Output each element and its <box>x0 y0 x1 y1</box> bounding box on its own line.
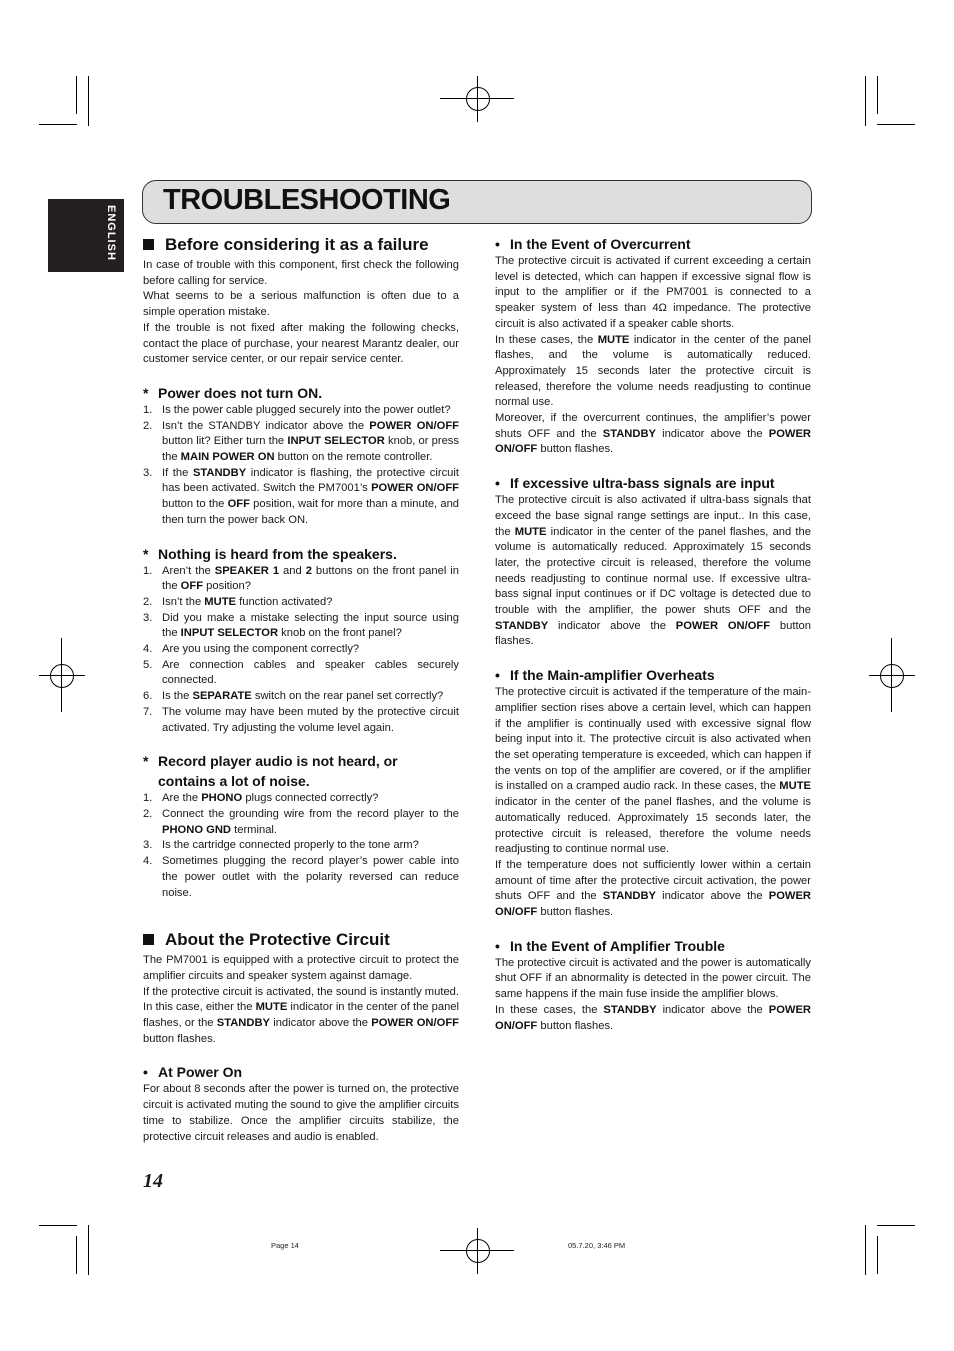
list-item: 3. Did you make a mistake selecting the input source using the INPUT SELECTOR knob on the front panel? <box>143 611 459 640</box>
paragraph: In case of trouble with this component, first check the following before calling for service. <box>143 259 459 287</box>
list-item-number: 2. <box>143 595 153 608</box>
subheading-overheats: • If the Main-amplifier Overheats <box>495 667 715 684</box>
list-item: 7. The volume may have been muted by the protective circuit activated. Try adjusting the volume level again. <box>143 705 459 734</box>
paragraph: The protective circuit is activated if current exceeding a certain level is detected, which can happen if excessive signal flow is input to the amplifier or if the PM7001 is connected to a speaker system of less than 4Ω impedance. The protective circuit is also activated if a speaker cable shorts. <box>495 255 811 330</box>
paragraph: In these cases, the STANDBY indicator above the POWER ON/OFF button flashes. <box>495 1003 811 1032</box>
right-column <box>495 234 811 1034</box>
list-item-number: 7. <box>143 705 153 718</box>
paragraph: For about 8 seconds after the power is turned on, the protective circuit is activated muting the sound to give the amplifier circuits time to stabilize. Once the amplifier circuits stabilize, the protective circuit releases and audio is enabled. <box>143 1083 459 1143</box>
language-tab <box>48 199 124 272</box>
list-item: 4. Sometimes plugging the record player’s power cable into the power outlet with the polarity reversed can reduce noise. <box>143 855 459 899</box>
language-label: ENGLISH <box>105 205 117 261</box>
list-item-number: 2. <box>143 419 153 432</box>
paragraph: The PM7001 is equipped with a protective circuit to protect the amplifier circuits and speaker system against damage. <box>143 954 459 982</box>
list-item-number: 3. <box>143 839 153 852</box>
page-number: 14 <box>143 1170 163 1192</box>
paragraph: The protective circuit is also activated if ultra-bass signals that exceed the base signal range settings are input.. In this case, the MUTE indicator in the center of the panel flashes, and the volume is automatically reduced. Approximately 15 seconds later, the protective circuit is released, therefore the volume needs readjusting to continue normal use. If excessive ultra-bass signal input continues or if DC voltage is detected due to trouble with the amplifier, the power shuts OFF and the STANDBY indicator above the POWER ON/OFF button flashes. <box>495 494 811 648</box>
square-bullet-icon <box>143 934 154 945</box>
power-list <box>143 403 459 529</box>
subheading-overcurrent: • In the Event of Overcurrent <box>495 236 691 252</box>
subheading-amplifier-trouble: • In the Event of Amplifier Trouble <box>495 937 725 954</box>
list-item: 1. Is the power cable plugged securely into the power outlet? <box>143 403 459 419</box>
list-item: 2. Isn’t the MUTE function activated? <box>143 595 459 611</box>
list-item: 4. Are you using the component correctly? <box>143 642 459 658</box>
subheading-ultra-bass: • If excessive ultra-bass signals are input <box>495 475 775 492</box>
list-item-number: 4. <box>143 643 153 656</box>
paragraph: In these cases, the MUTE indicator in the center of the panel flashes, and the volume is automatically reduced. Approximately 15 seconds later the protective circuit is released, therefore the volume needs readjusting to continue normal use. <box>495 333 811 409</box>
record-list <box>143 791 459 901</box>
subheading-record-player: * Record player audio is not heard, or contains a lot of noise. <box>143 753 398 790</box>
footer-page: Page 14 <box>271 1241 299 1250</box>
list-item: 2. Connect the grounding wire from the record player to the PHONO GND terminal. <box>143 807 459 836</box>
before-failure-text <box>143 258 459 368</box>
section-heading-protective: About the Protective Circuit <box>143 929 459 950</box>
list-item-number: 1. <box>143 403 153 416</box>
left-column <box>143 234 459 1145</box>
square-bullet-icon <box>143 239 154 250</box>
list-item: 5. Are connection cables and speaker cables securely connected. <box>143 658 459 687</box>
footer-datetime: 05.7.20, 3:46 PM <box>568 1241 626 1250</box>
list-item-number: 1. <box>143 564 153 577</box>
page-title: TROUBLESHOOTING <box>163 184 451 216</box>
list-item: 3. Is the cartridge connected properly to the tone arm? <box>143 838 459 854</box>
paragraph: Moreover, if the overcurrent continues, the amplifier’s power shuts OFF and the STANDBY indicator above the POWER ON/OFF button flashes. <box>495 412 811 456</box>
list-item-number: 1. <box>143 792 153 805</box>
list-item-number: 4. <box>143 855 153 868</box>
paragraph: If the temperature does not sufficiently lower within a certain amount of time after the protective circuit activation, the power shuts OFF and the STANDBY indicator above the POWER ON/OFF button flashes. <box>495 858 811 919</box>
subheading-at-power-on: • At Power On <box>143 1064 243 1081</box>
list-item: 2. Isn’t the STANDBY indicator above the POWER ON/OFF button lit? Either turn the INPUT SELECTOR knob, or press the MAIN POWER ON button on the remote controller. <box>143 419 459 464</box>
section-heading-before-failure: Before considering it as a failure <box>143 234 459 255</box>
list-item: 1. Aren’t the SPEAKER 1 and 2 buttons on the front panel in the OFF position? <box>143 564 459 593</box>
list-item: 6. Is the SEPARATE switch on the rear panel set correctly? <box>143 689 459 705</box>
subheading-power: * Power does not turn ON. <box>143 384 323 401</box>
list-item-number: 6. <box>143 690 153 703</box>
paragraph: What seems to be a serious malfunction is often due to a simple operation mistake. <box>143 290 459 319</box>
list-item-number: 2. <box>143 807 153 820</box>
list-item-number: 3. <box>143 466 153 479</box>
list-item: 3. If the STANDBY indicator is flashing, the protective circuit has been activated. Switch the PM7001’s POWER ON/OFF button to the OFF position, wait for more than a minute, and then turn the power back ON. <box>143 466 460 526</box>
list-item: 1. Are the PHONO plugs connected correctly? <box>143 791 459 807</box>
subheading-speakers: * Nothing is heard from the speakers. <box>143 545 397 562</box>
paragraph: The protective circuit is activated if the temperature of the main-amplifier section rises above a certain level, which can happen if the amplifier is continually used with excessive signal flow being input into it. The protective circuit is also activated when the set operating temperature is exceeded, which can happen if the vents on top of the amplifier are covered, or if the amplifier is installed on a cramped audio rack. In these cases, the MUTE indicator in the center of the panel flashes, and the volume is automatically reduced. Approximately 15 seconds later, the protective circuit is released, therefore the volume needs readjusting to continue normal use. <box>495 686 811 856</box>
list-item-number: 3. <box>143 611 153 624</box>
paragraph: If the protective circuit is activated, the sound is instantly muted. In this case, either the MUTE indicator in the center of the panel flashes, or the STANDBY indicator above the POWER ON/OFF button flashes. <box>143 985 459 1045</box>
paragraph: The protective circuit is activated and the power is automatically shut OFF if an abnormality is detected in the power circuit. The same happens if the main fuse inside the amplifier blows. <box>495 956 811 1001</box>
paragraph: If the trouble is not fixed after making the following checks, contact the place of purchase, your nearest Marantz dealer, our customer service center, or our repair service center. <box>143 321 459 366</box>
title-banner <box>142 180 812 224</box>
speakers-list <box>143 564 459 737</box>
list-item-number: 5. <box>143 658 153 671</box>
